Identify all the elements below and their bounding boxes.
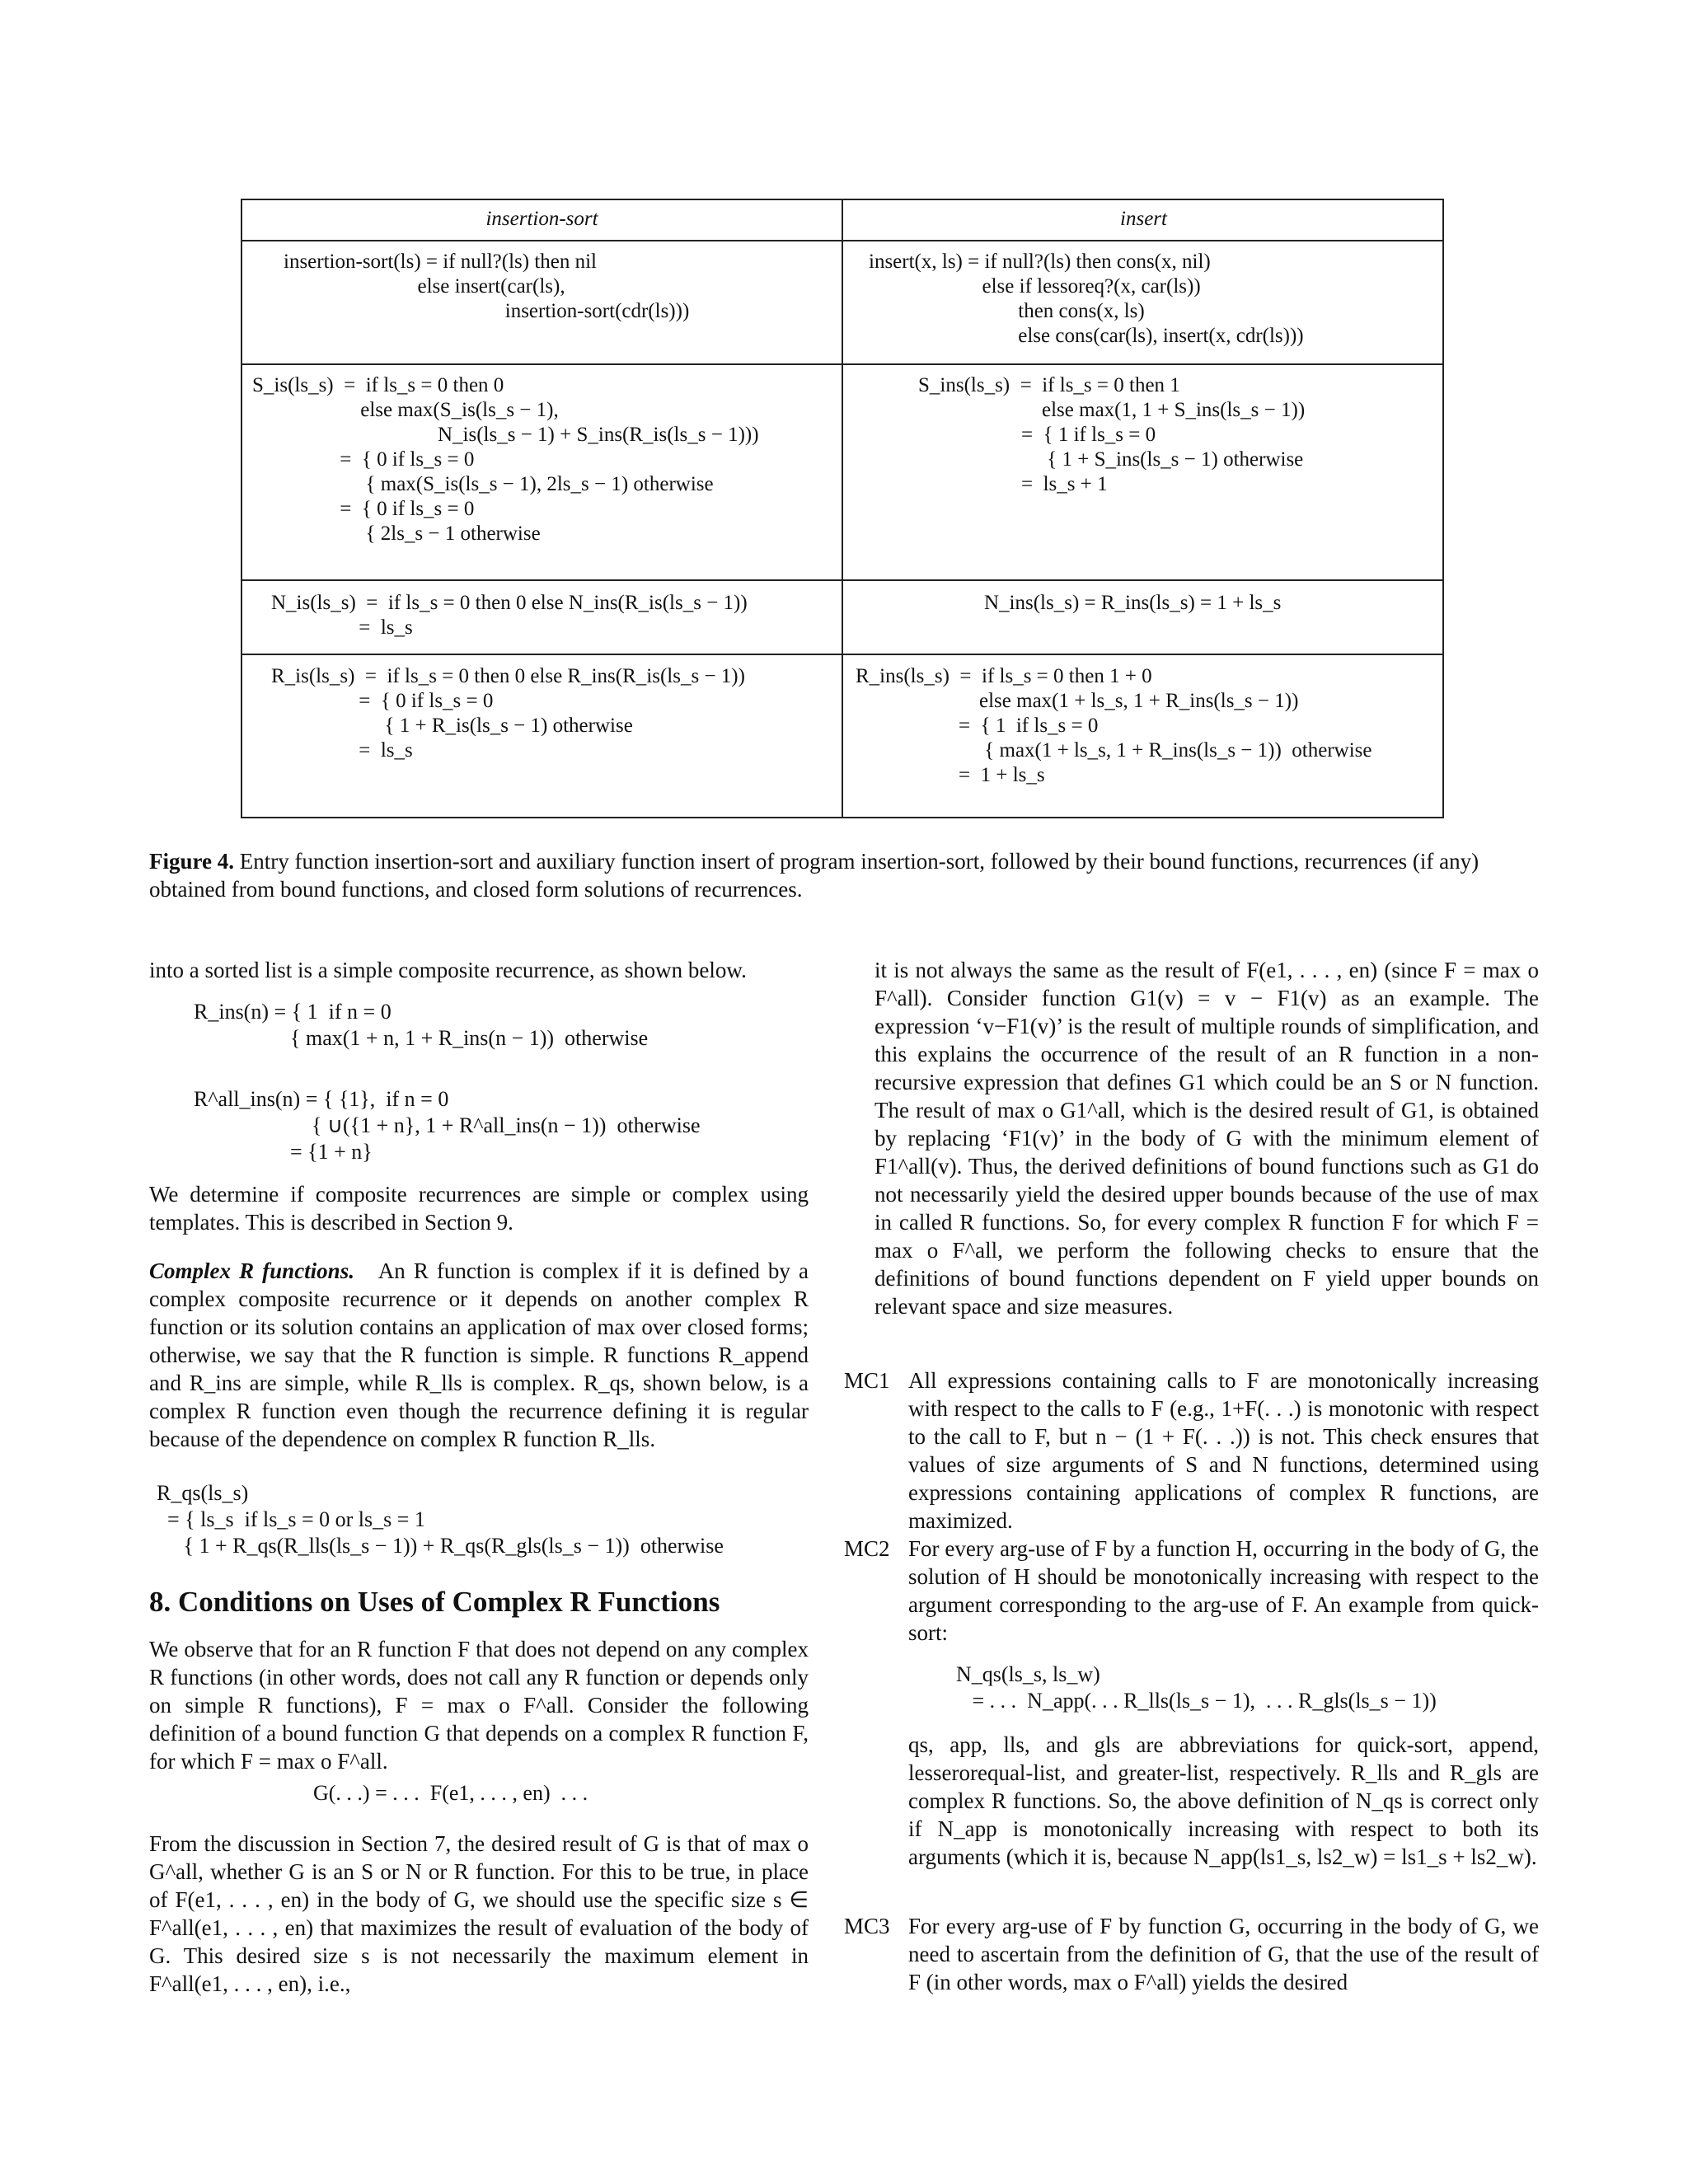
left-paragraph-4: We observe that for an R function F that does not depend on any complex R functions (in other words, does not call any R function or depends only on simple R functions), F = max o F^all. Consider the following definition of a bound function G that depends on a complex R function F, for which F = max o F^all.: [149, 1637, 809, 1774]
bound-n-ins: N_ins(ls_s) = R_ins(ls_s) = 1 + ls_s: [984, 592, 1282, 614]
mc1-text: All expressions containing calls to F are monotonically increasing with respect to the calls to F (e.g., 1+F(. . .) is monotonic with respect to the call to F, but n − (1 + F(. . .)) is not. This check ensures that values of size arguments of S and N functions, determined using expressions containing applications of complex R functions, are maximized.: [908, 1368, 1539, 1533]
left-paragraph-3: [149, 1257, 809, 1453]
mc1-label: MC1: [844, 1368, 890, 1393]
mc2-text: For every arg-use of F by a function H, occurring in the body of G, the solution of H should be monotonically increasing with respect to the argument corresponding to the arg-use of F. An example from quick-sort:: [908, 1536, 1539, 1645]
equation-g: G(. . .) = . . . F(e1, . . . , en) . . .: [313, 1781, 588, 1805]
paragraph-body: An R function is complex if it is defined by a complex composite recurrence or it depends on another complex R function or its solution contains an application of max over closed forms; otherwise, we say that the R function is simple. R functions R_append and R_ins are simple, while R_lls is complex. R_qs, shown below, is a complex R function even though the recurrence defining it is regular because of the dependence on complex R function R_lls.: [149, 1258, 809, 1451]
code-insert: insert(x, ls) = if null?(ls) then cons(x, nil) else if lessoreq?(x, car(ls)) then cons(x, ls) else cons(car(ls), insert(x, cdr(ls))): [869, 251, 1304, 347]
table-rule: [242, 654, 1442, 655]
mc2-followup: qs, app, lls, and gls are abbreviations for quick-sort, append, lesserorequal-list, and greater-list, respectively. R_lls and R_gls are complex R functions. So, the above definition of N_qs is correct only if N_app is monotonically increasing with respect to both its arguments (which it is, because N_app(ls1_s, ls2_w) = ls1_s + ls2_w).: [908, 1732, 1539, 1869]
section-heading: 8. Conditions on Uses of Complex R Functions: [149, 1586, 720, 1618]
table-divider: [842, 200, 843, 817]
right-paragraph-1: it is not always the same as the result of F(e1, . . . , en) (since F = max o F^all). Consider function G1(v) = v − F1(v) as an example. The expression ‘v−F1(v)’ is the result of multiple rounds of simplification, and this explains the occurrence of the result of an R function in a non-recursive expression that defines G1 which could be an S or N function. The result of max o G1^all, which is the desired result of G1, is obtained by replacing ‘F1(v)’ in the body of G with the minimum element of F1^all(v). Thus, the derived definitions of bound functions such as G1 do not necessarily yield the desired upper bounds because of the use of max in called R functions. So, for every complex R function F for which F = max o F^all, we perform the following checks to ensure that the definitions of bound functions dependent on F yield upper bounds on relevant space and size measures.: [874, 958, 1539, 1319]
table-rule: [242, 240, 1442, 241]
mc3-text: For every arg-use of F by function G, occurring in the body of G, we need to ascertain from the definition of G, that the use of the result of F (in other words, max o F^all) yields the desired: [908, 1914, 1539, 1994]
bound-r-is: R_is(ls_s) = if ls_s = 0 then 0 else R_ins(R_is(ls_s − 1)) = { 0 if ls_s = 0 { 1 + R_is(ls_s − 1) otherwise = ls_s: [271, 665, 745, 762]
left-paragraph-2: We determine if composite recurrences are simple or complex using templates. This is described in Section 9.: [149, 1182, 809, 1235]
bound-s-is: S_is(ls_s) = if ls_s = 0 then 0 else max(S_is(ls_s − 1), N_is(ls_s − 1) + S_ins(R_is(ls_s − 1))) = { 0 if ls_s = 0 { max(S_is(ls_s − 1), 2ls_s − 1) otherwise = { 0 if ls_s = 0 { 2ls_s − 1 otherwise: [252, 374, 759, 545]
code-insertion-sort: insertion-sort(ls) = if null?(ls) then nil else insert(car(ls), insertion-sort(cdr(ls))): [284, 251, 690, 322]
equation-r-ins: R_ins(n) = { 1 if n = 0 { max(1 + n, 1 + R_ins(n − 1)) otherwise: [194, 1000, 649, 1050]
mc2-label: MC2: [844, 1536, 890, 1561]
figure-table: [241, 199, 1444, 818]
equation-n-qs: N_qs(ls_s, ls_w) = . . . N_app(. . . R_lls(ls_s − 1), . . . R_gls(ls_s − 1)): [956, 1662, 1437, 1713]
table-rule: [242, 363, 1442, 365]
bound-s-ins: S_ins(ls_s) = if ls_s = 0 then 1 else max(1, 1 + S_ins(ls_s − 1)) = { 1 if ls_s = 0 { 1 + S_ins(ls_s − 1) otherwise = ls_s + 1: [918, 374, 1306, 495]
mc3-label: MC3: [844, 1914, 890, 1938]
left-paragraph-5: From the discussion in Section 7, the desired result of G is that of max o G^all, whether G is an S or N or R function. For this to be true, in place of F(e1, . . . , en) in the body of G, we should use the specific size s ∈ F^all(e1, . . . , en) that maximizes the result of evaluation of the body of G. This desired size s is not necessarily the maximum element in F^all(e1, . . . , en), i.e.,: [149, 1831, 809, 1996]
figure-caption: [149, 847, 1539, 903]
caption-text: Entry function insertion-sort and auxiliary function insert of program insertion-sort, followed by their bound functions, recurrences (if any) obtained from bound functions, and closed form solutions of recurrences.: [149, 849, 1479, 902]
equation-r-qs: R_qs(ls_s) = { ls_s if ls_s = 0 or ls_s = 1 { 1 + R_qs(R_lls(ls_s − 1)) + R_qs(R_gls(ls_s − 1)) otherwise: [157, 1481, 724, 1558]
table-header-right: insert: [1120, 208, 1167, 230]
left-paragraph-1: into a sorted list is a simple composite recurrence, as shown below.: [149, 958, 747, 982]
equation-r-all-ins: R^all_ins(n) = { {1}, if n = 0 { ∪({1 + n}, 1 + R^all_ins(n − 1)) otherwise = {1 + n}: [194, 1087, 701, 1164]
bound-r-ins: R_ins(ls_s) = if ls_s = 0 then 1 + 0 else max(1 + ls_s, 1 + R_ins(ls_s − 1)) = { 1 if ls_s = 0 { max(1 + ls_s, 1 + R_ins(ls_s − 1)) otherwise = 1 + ls_s: [856, 665, 1372, 786]
table-rule: [242, 579, 1442, 581]
table-header-left: insertion-sort: [485, 208, 598, 230]
bound-n-is: N_is(ls_s) = if ls_s = 0 then 0 else N_ins(R_is(ls_s − 1)) = ls_s: [271, 592, 748, 639]
paragraph-heading: Complex R functions.: [149, 1258, 354, 1283]
caption-label: Figure 4.: [149, 849, 234, 874]
